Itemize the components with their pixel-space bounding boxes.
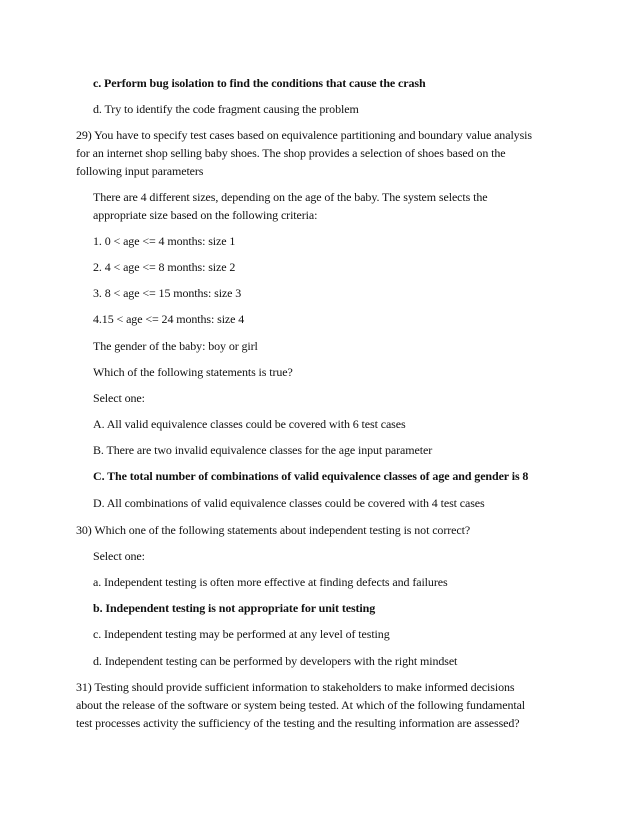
q31-stem-line-1: 31) Testing should provide sufficient information to stakeholders to make informed decisions (76, 680, 515, 694)
q29-criterion-2: 2. 4 < age <= 8 months: size 2 (93, 260, 236, 274)
q29-select-one: Select one: (93, 391, 145, 405)
q29-option-a: A. All valid equivalence classes could be covered with 6 test cases (93, 417, 406, 431)
q29-stem-line-2: for an internet shop selling baby shoes. The shop provides a selection of shoes based on the (76, 146, 506, 160)
q30-option-c: c. Independent testing may be performed at any level of testing (93, 627, 390, 641)
q30-option-a: a. Independent testing is often more effective at finding defects and failures (93, 575, 448, 589)
q30-option-b-answer: b. Independent testing is not appropriate for unit testing (93, 601, 376, 615)
q29-option-d: D. All combinations of valid equivalence classes could be covered with 4 test cases (93, 496, 485, 510)
q29-stem-line-1: 29) You have to specify test cases based on equivalence partitioning and boundary value analysis (76, 128, 532, 142)
q29-criterion-4: 4.15 < age <= 24 months: size 4 (93, 312, 245, 326)
q29-question: Which of the following statements is true? (93, 365, 293, 379)
q29-intro-line-2: appropriate size based on the following criteria: (93, 208, 318, 222)
q29-criterion-3: 3. 8 < age <= 15 months: size 3 (93, 286, 242, 300)
q29-option-b: B. There are two invalid equivalence classes for the age input parameter (93, 443, 433, 457)
q29-criterion-1: 1. 0 < age <= 4 months: size 1 (93, 234, 236, 248)
q31-stem-line-3: test processes activity the sufficiency of the testing and the resulting information are assessed? (76, 716, 520, 730)
q30-select-one: Select one: (93, 549, 145, 563)
q29-stem-line-3: following input parameters (76, 164, 204, 178)
q30-stem: 30) Which one of the following statements about independent testing is not correct? (76, 523, 471, 537)
q29-option-c-answer: C. The total number of combinations of valid equivalence classes of age and gender is 8 (93, 469, 529, 483)
q30-option-d: d. Independent testing can be performed by developers with the right mindset (93, 654, 458, 668)
q28-option-c-answer: c. Perform bug isolation to find the conditions that cause the crash (93, 76, 426, 90)
q29-intro-line-1: There are 4 different sizes, depending on the age of the baby. The system selects the (93, 190, 488, 204)
q31-stem-line-2: about the release of the software or system being tested. At which of the following fundamental (76, 698, 526, 712)
q29-gender: The gender of the baby: boy or girl (93, 339, 258, 353)
q28-option-d: d. Try to identify the code fragment causing the problem (93, 102, 359, 116)
